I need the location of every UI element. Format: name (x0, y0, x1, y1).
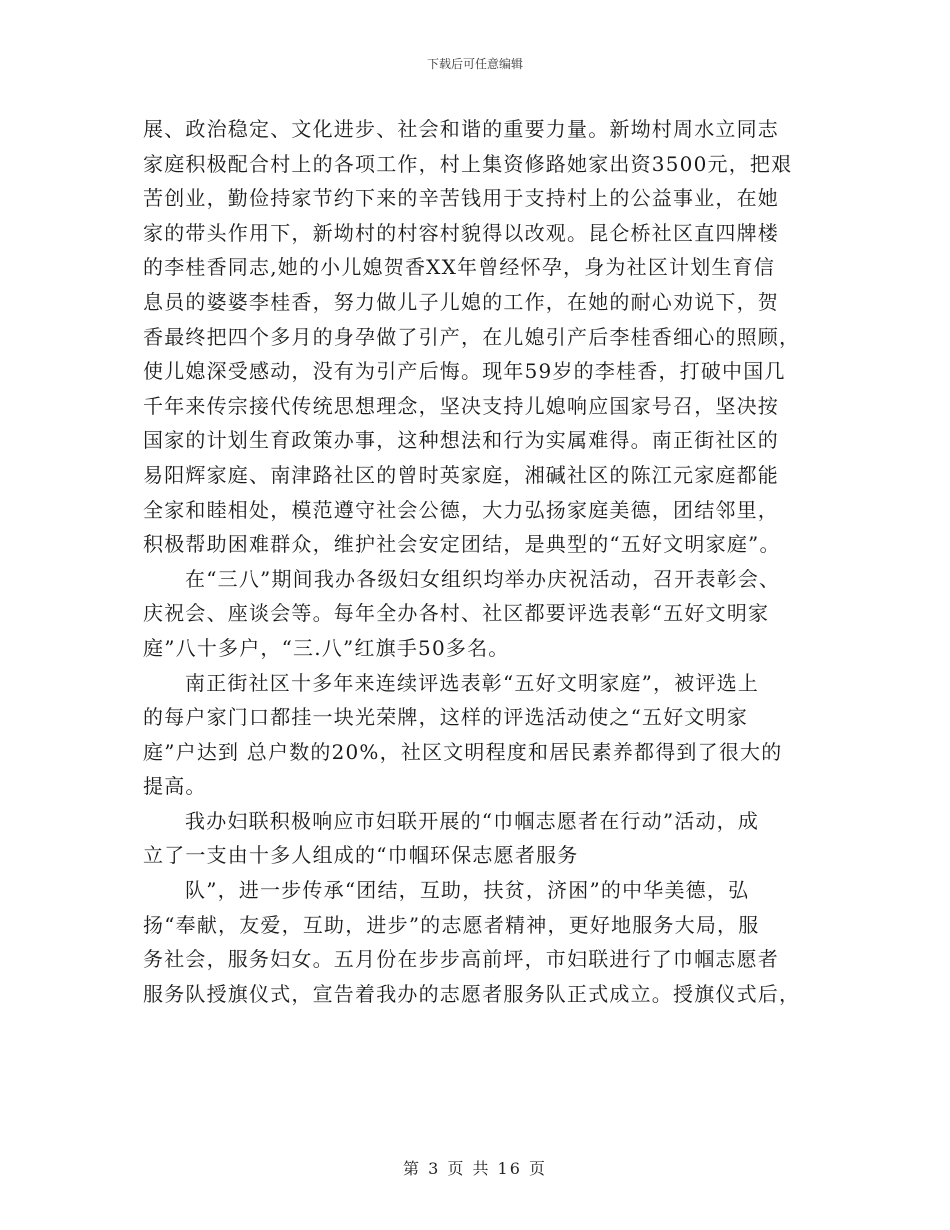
text-line: 易阳辉家庭、南津路社区的曾时英家庭，湘碱社区的陈江元家庭都能 (143, 462, 779, 487)
text-line: 国家的计划生育政策办事，这种想法和行为实属难得。南正街社区的 (143, 428, 779, 453)
text-line: 息员的婆婆李桂香，努力做儿子儿媳的工作，在她的耐心劝说下，贺 (143, 289, 779, 314)
text-line: 提高。 (143, 774, 207, 799)
text-line: 庭”八十多户，“三.八”红旗手50多名。 (143, 635, 510, 660)
text-line: 庆祝会、座谈会等。每年全办各村、社区都要评选表彰“五好文明家 (143, 601, 770, 626)
text-line: 全家和睦相处，模范遵守社会公德，大力弘扬家庭美德，团结邻里， (143, 497, 779, 522)
text-line: 务社会，服务妇女。五月份在步步高前坪，市妇联进行了巾帼志愿者 (143, 947, 779, 972)
text-line: 服务队授旗仪式，宣告着我办的志愿者服务队正式成立。授旗仪式后， (143, 981, 801, 1006)
text-line: 香最终把四个多月的身孕做了引产，在儿媳引产后李桂香细心的照顾， (143, 324, 801, 349)
text-line: 使儿媳深受感动，没有为引产后悔。现年59岁的李桂香，打破中国几 (143, 359, 786, 384)
text-line: 积极帮助困难群众，维护社会安定团结，是典型的“五好文明家庭”。 (143, 532, 781, 557)
paragraph-start-line: 南正街社区十多年来连续评选表彰“五好文明家庭”，被评选上 (185, 670, 760, 695)
paragraph-start-line: 队”，进一步传承“团结，互助，扶贫，济困”的中华美德，弘 (185, 878, 750, 903)
text-line: 家的带头作用下，新坳村的村容村貌得以改观。昆仑桥社区直四牌楼 (143, 220, 779, 245)
document-body (143, 112, 811, 1011)
paragraph-start-line: 在“三八”期间我办各级妇女组织均举办庆祝活动，召开表彰会、 (185, 566, 781, 591)
text-line: 的李桂香同志,她的小儿媳贺香XX年曾经怀孕，身为社区计划生育信 (143, 255, 776, 280)
text-line: 展、政治稳定、文化进步、社会和谐的重要力量。新坳村周水立同志 (143, 117, 779, 141)
text-line: 的每户家门口都挂一块光荣牌，这样的评选活动使之“五好文明家 (143, 705, 749, 730)
text-line: 苦创业，勤俭持家节约下来的辛苦钱用于支持村上的公益事业，在她 (143, 186, 779, 211)
text-line: 庭”户达到 总户数的20%，社区文明程度和居民素养都得到了很大的 (143, 739, 783, 764)
text-line: 扬“奉献，友爱，互助，进步”的志愿者精神，更好地服务大局，服 (143, 912, 760, 937)
text-line: 家庭积极配合村上的各项工作，村上集资修路她家出资3500元，把艰 (143, 151, 793, 176)
text-line: 千年来传宗接代传统思想理念，坚决支持儿媳响应国家号召，坚决按 (143, 393, 779, 418)
page-header: 下载后可任意编辑 (426, 57, 523, 71)
text-line: 立了一支由十多人组成的“巾帼环保志愿者服务 (143, 843, 579, 868)
page-number-footer: 第 3 页 共 16 页 (403, 1159, 547, 1178)
paragraph-start-line: 我办妇联积极响应市妇联开展的“巾帼志愿者在行动”活动，成 (185, 808, 760, 833)
